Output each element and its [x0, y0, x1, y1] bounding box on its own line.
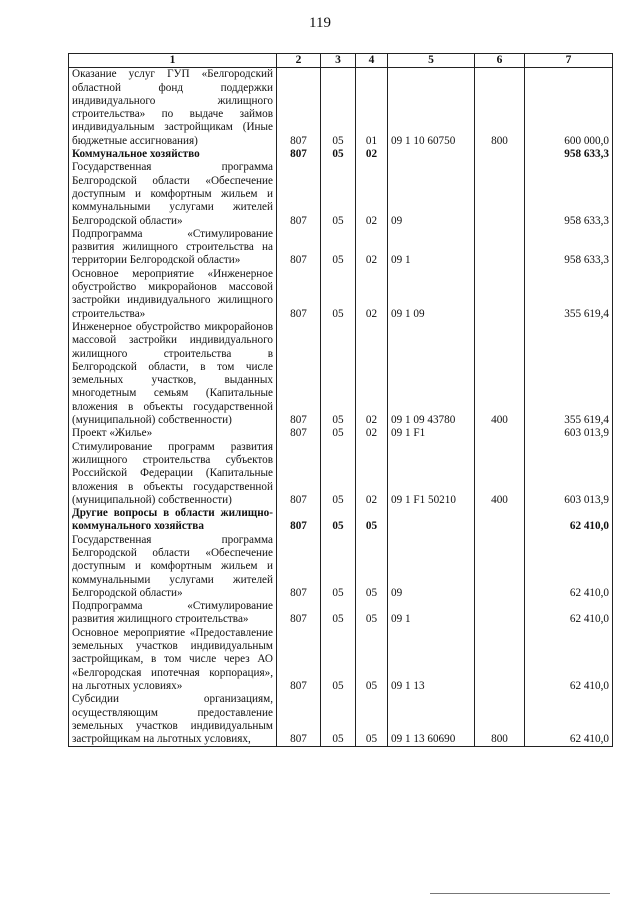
subsection-cell: 02 — [356, 427, 388, 440]
budget-table — [68, 53, 613, 747]
subsection-cell: 02 — [356, 441, 388, 507]
header-cell: 4 — [356, 54, 388, 68]
section-cell: 05 — [321, 161, 356, 227]
header-cell: 2 — [277, 54, 321, 68]
expense-type-cell — [475, 627, 525, 693]
amount-cell: 958 633,3 — [525, 228, 613, 268]
section-cell: 05 — [321, 600, 356, 627]
amount-cell: 355 619,4 — [525, 321, 613, 427]
ministry-code-cell: 807 — [277, 148, 321, 161]
table-row — [69, 427, 613, 440]
description-cell: Инженерное обустройство микрорайонов массовой застройки индивидуального жилищного строительства в Белгородской области, в том числе земельных участков, выданных многодетным семьям (Капитальные вложения в объекты государственной (муниципальной) собственности) — [69, 321, 277, 427]
subsection-cell: 05 — [356, 600, 388, 627]
ministry-code-cell: 807 — [277, 161, 321, 227]
target-article-cell: 09 — [388, 161, 475, 227]
table-row — [69, 268, 613, 321]
header-cell: 3 — [321, 54, 356, 68]
section-cell: 05 — [321, 693, 356, 747]
subsection-cell: 01 — [356, 68, 388, 148]
subsection-cell: 05 — [356, 627, 388, 693]
subsection-cell: 02 — [356, 161, 388, 227]
section-cell: 05 — [321, 441, 356, 507]
table-row — [69, 321, 613, 427]
expense-type-cell: 800 — [475, 693, 525, 747]
amount-cell: 62 410,0 — [525, 507, 613, 534]
table-row — [69, 68, 613, 148]
table-row — [69, 148, 613, 161]
expense-type-cell — [475, 268, 525, 321]
section-cell: 05 — [321, 627, 356, 693]
target-article-cell: 09 1 — [388, 600, 475, 627]
description-cell: Коммунальное хозяйство — [69, 148, 277, 161]
amount-cell: 603 013,9 — [525, 427, 613, 440]
target-article-cell — [388, 148, 475, 161]
subsection-cell: 05 — [356, 507, 388, 534]
target-article-cell: 09 1 13 — [388, 627, 475, 693]
expense-type-cell: 400 — [475, 441, 525, 507]
description-cell: Подпрограмма «Стимулирование развития жилищного строительства на территории Белгородской области» — [69, 228, 277, 268]
target-article-cell — [388, 507, 475, 534]
amount-cell: 958 633,3 — [525, 148, 613, 161]
amount-cell: 958 633,3 — [525, 161, 613, 227]
subsection-cell: 02 — [356, 148, 388, 161]
ministry-code-cell: 807 — [277, 228, 321, 268]
table-row — [69, 534, 613, 600]
section-cell: 05 — [321, 268, 356, 321]
section-cell: 05 — [321, 228, 356, 268]
description-cell: Подпрограмма «Стимулирование развития жилищного строительства» — [69, 600, 277, 627]
target-article-cell: 09 — [388, 534, 475, 600]
ministry-code-cell: 807 — [277, 600, 321, 627]
ministry-code-cell: 807 — [277, 693, 321, 747]
target-article-cell: 09 1 F1 — [388, 427, 475, 440]
header-cell: 5 — [388, 54, 475, 68]
expense-type-cell — [475, 161, 525, 227]
description-cell: Государственная программа Белгородской области «Обеспечение доступным и комфортным жильем и коммунальными услугами жителей Белгородской области» — [69, 534, 277, 600]
section-cell: 05 — [321, 534, 356, 600]
expense-type-cell — [475, 427, 525, 440]
ministry-code-cell: 807 — [277, 441, 321, 507]
section-cell: 05 — [321, 427, 356, 440]
section-cell: 05 — [321, 507, 356, 534]
table-row — [69, 693, 613, 747]
header-cell: 1 — [69, 54, 277, 68]
target-article-cell: 09 1 09 — [388, 268, 475, 321]
expense-type-cell — [475, 148, 525, 161]
page-edge-rule — [430, 893, 610, 894]
expense-type-cell: 400 — [475, 321, 525, 427]
expense-type-cell: 800 — [475, 68, 525, 148]
header-cell: 6 — [475, 54, 525, 68]
description-cell: Оказание услуг ГУП «Белгородский областной фонд поддержки индивидуального жилищного строительства» по выдаче займов индивидуальным застройщикам (Иные бюджетные ассигнования) — [69, 68, 277, 148]
subsection-cell: 02 — [356, 321, 388, 427]
ministry-code-cell: 807 — [277, 321, 321, 427]
table-row — [69, 507, 613, 534]
amount-cell: 62 410,0 — [525, 600, 613, 627]
header-cell: 7 — [525, 54, 613, 68]
table-row — [69, 627, 613, 693]
section-cell: 05 — [321, 148, 356, 161]
ministry-code-cell: 807 — [277, 534, 321, 600]
target-article-cell: 09 1 — [388, 228, 475, 268]
table-header-row — [69, 54, 613, 68]
amount-cell: 600 000,0 — [525, 68, 613, 148]
description-cell: Другие вопросы в области жилищно-коммунального хозяйства — [69, 507, 277, 534]
subsection-cell: 05 — [356, 534, 388, 600]
amount-cell: 62 410,0 — [525, 534, 613, 600]
page-number: 119 — [309, 15, 331, 31]
expense-type-cell — [475, 228, 525, 268]
target-article-cell: 09 1 09 43780 — [388, 321, 475, 427]
description-cell: Основное мероприятие «Предоставление земельных участков индивидуальным застройщикам, в том числе через АО «Белгородская ипотечная корпорация», на льготных условиях» — [69, 627, 277, 693]
amount-cell: 62 410,0 — [525, 627, 613, 693]
ministry-code-cell: 807 — [277, 627, 321, 693]
amount-cell: 62 410,0 — [525, 693, 613, 747]
description-cell: Субсидии организациям, осуществляющим предоставление земельных участков индивидуальным застройщикам на льготных условиях, — [69, 693, 277, 747]
amount-cell: 355 619,4 — [525, 268, 613, 321]
target-article-cell: 09 1 F1 50210 — [388, 441, 475, 507]
table-row — [69, 228, 613, 268]
ministry-code-cell: 807 — [277, 507, 321, 534]
ministry-code-cell: 807 — [277, 268, 321, 321]
description-cell: Основное мероприятие «Инженерное обустройство микрорайонов массовой застройки индивидуального жилищного строительства» — [69, 268, 277, 321]
ministry-code-cell: 807 — [277, 427, 321, 440]
target-article-cell: 09 1 13 60690 — [388, 693, 475, 747]
table-row — [69, 600, 613, 627]
table-body — [69, 68, 613, 747]
description-cell: Стимулирование программ развития жилищного строительства субъектов Российской Федерации (Капитальные вложения в объекты государственной (муниципальной) собственности) — [69, 441, 277, 507]
expense-type-cell — [475, 600, 525, 627]
description-cell: Проект «Жилье» — [69, 427, 277, 440]
ministry-code-cell: 807 — [277, 68, 321, 148]
section-cell: 05 — [321, 321, 356, 427]
table-row — [69, 161, 613, 227]
subsection-cell: 05 — [356, 693, 388, 747]
target-article-cell: 09 1 10 60750 — [388, 68, 475, 148]
table-row — [69, 441, 613, 507]
subsection-cell: 02 — [356, 228, 388, 268]
amount-cell: 603 013,9 — [525, 441, 613, 507]
section-cell: 05 — [321, 68, 356, 148]
description-cell: Государственная программа Белгородской области «Обеспечение доступным и комфортным жильем и коммунальными услугами жителей Белгородской области» — [69, 161, 277, 227]
expense-type-cell — [475, 507, 525, 534]
expense-type-cell — [475, 534, 525, 600]
subsection-cell: 02 — [356, 268, 388, 321]
